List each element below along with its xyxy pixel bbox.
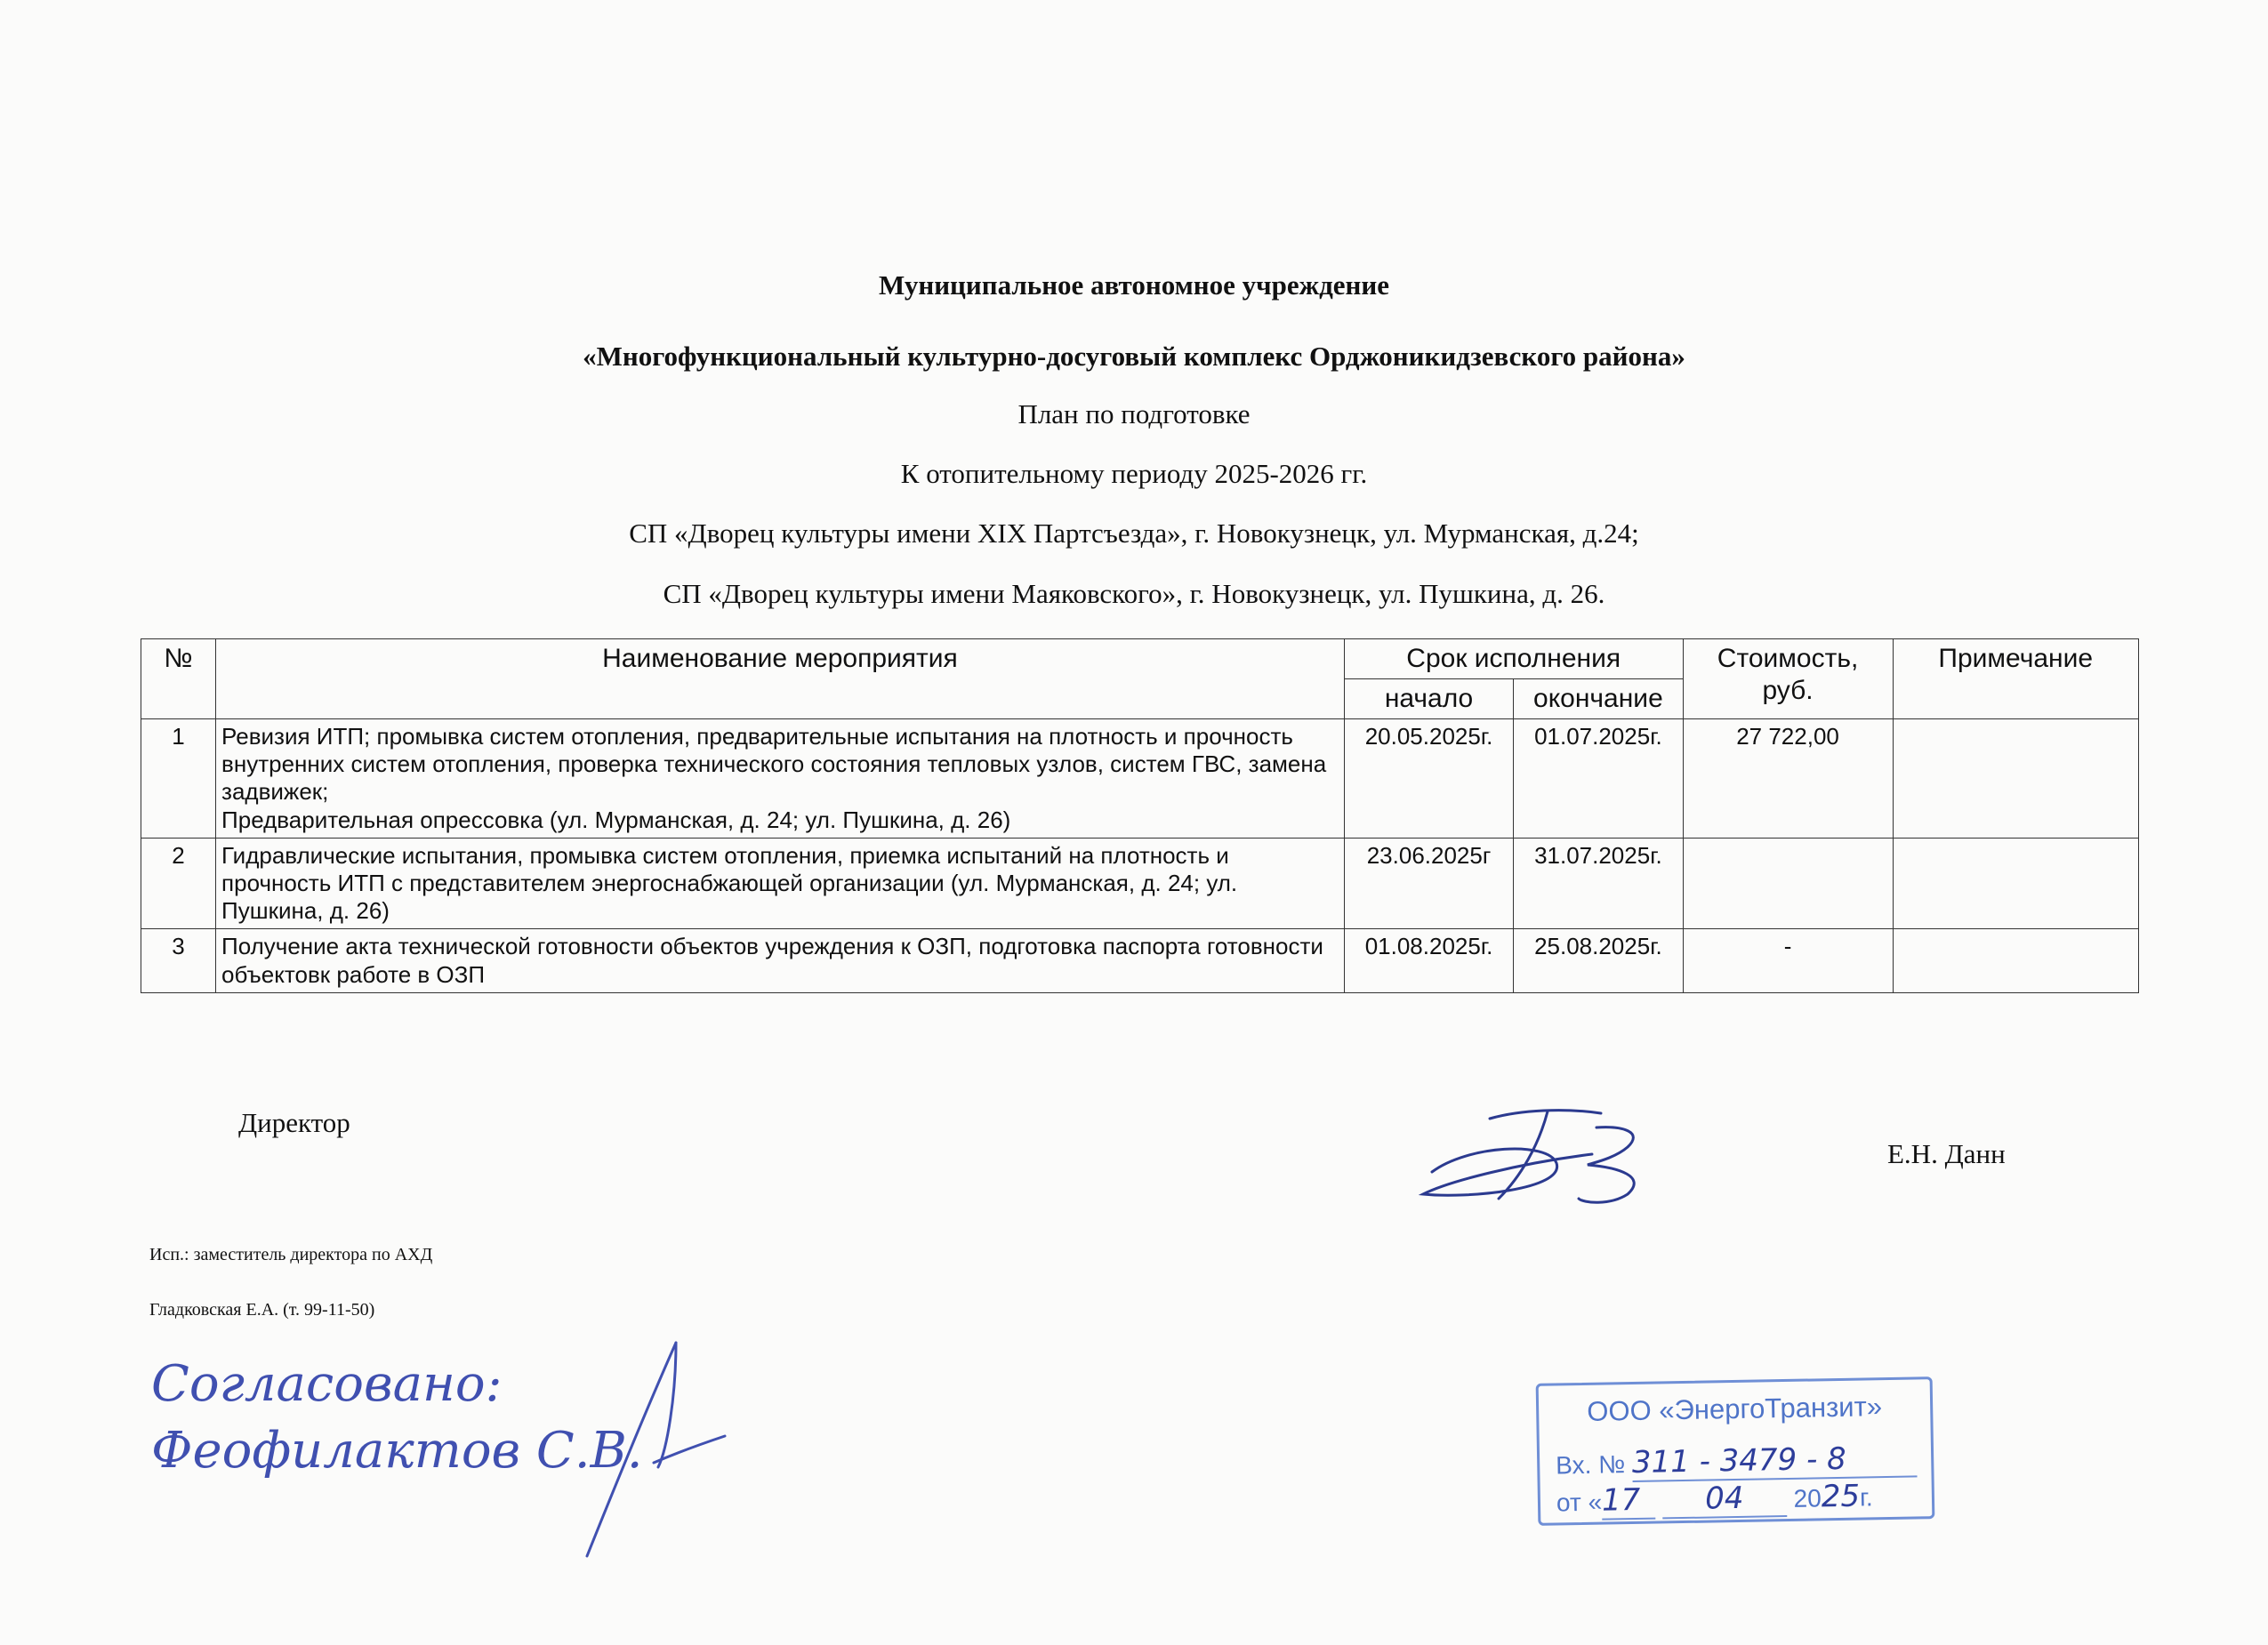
site-2: СП «Дворец культуры имени Маяковского», г. Новокузнецк, ул. Пушкина, д. 26. [663, 578, 1605, 609]
header-period: Срок исполнения [1344, 639, 1683, 679]
approval-text: Согласовано: [151, 1355, 503, 1413]
row-name: Гидравлические испытания, промывка систем отопления, приемка испытаний на плотность и прочность ИТП с представителем энергоснабжающей организации (ул. Мурманская, д. 24; ул. Пушкина, д. 26) [216, 838, 1345, 929]
table-row [141, 929, 2139, 992]
row-num: 3 [141, 929, 216, 992]
org-type: Муниципальное автономное учреждение [878, 269, 1389, 301]
director-title: Директор [238, 1107, 350, 1138]
approver-name: Феофилактов С.В. [151, 1422, 643, 1480]
row-start: 20.05.2025г. [1344, 719, 1513, 839]
stamp-day: 17 [1602, 1482, 1656, 1521]
stamp-from-label: от « [1556, 1488, 1603, 1517]
table-row [141, 719, 2139, 839]
stamp-month: 04 [1662, 1480, 1788, 1519]
site-1: СП «Дворец культуры имени XIX Партсъезда», г. Новокузнецк, ул. Мурманская, д.24; [629, 518, 1639, 549]
executor-name: Гладковская Е.А. (т. 99-11-50) [149, 1300, 375, 1320]
row-start: 23.06.2025г [1344, 838, 1513, 929]
row-cost: 27 722,00 [1683, 719, 1893, 839]
row-end: 01.07.2025г. [1514, 719, 1683, 839]
header-start: начало [1344, 679, 1513, 719]
table-row [141, 838, 2139, 929]
header-num: № [141, 639, 216, 719]
row-cost: - [1683, 929, 1893, 992]
doc-period: К отопительному периоду 2025-2026 гг. [900, 458, 1368, 489]
org-name: «Многофункциональный культурно-досуговый комплекс Орджоникидзевского района» [583, 341, 1685, 372]
director-name: Е.Н. Данн [1887, 1138, 2006, 1169]
plan-table [141, 638, 2139, 993]
director-signature [1414, 1092, 1734, 1216]
stamp-year-prefix: 20 [1793, 1484, 1822, 1513]
row-end: 25.08.2025г. [1514, 929, 1683, 992]
stamp-date-row [1556, 1478, 1873, 1521]
row-num: 2 [141, 838, 216, 929]
registration-stamp [1536, 1376, 1935, 1526]
header-end: окончание [1514, 679, 1683, 719]
row-cost [1683, 838, 1893, 929]
row-note [1893, 929, 2138, 992]
row-num: 1 [141, 719, 216, 839]
row-name-text-2: Предварительная опрессовка (ул. Мурманская, д. 24; ул. Пушкина, д. 26) [221, 806, 1011, 833]
executor-position: Исп.: заместитель директора по АХД [149, 1245, 433, 1264]
header-note: Примечание [1893, 639, 2138, 719]
row-start: 01.08.2025г. [1344, 929, 1513, 992]
stamp-org: ООО «ЭнергоТранзит» [1587, 1391, 1883, 1427]
row-name-text: Ревизия ИТП; промывка систем отопления, предварительные испытания на плотность и прочность внутренних систем отопления, проверка технического состояния тепловых узлов, систем ГВС, замена задвижек; [221, 723, 1327, 806]
header-cost: Стоимость, руб. [1683, 639, 1893, 719]
doc-title: План по подготовке [1017, 398, 1251, 429]
approval-handwritten [142, 1316, 818, 1574]
stamp-in-label: Вх. № [1555, 1450, 1626, 1480]
stamp-year-end: г. [1859, 1483, 1873, 1512]
stamp-in-number: 311 - 3479 - 8 [1632, 1440, 1918, 1482]
header-name: Наименование мероприятия [216, 639, 1345, 719]
stamp-year-suffix: 25 [1821, 1478, 1861, 1515]
row-note [1893, 838, 2138, 929]
row-note [1893, 719, 2138, 839]
row-name [216, 719, 1345, 839]
row-name: Получение акта технической готовности объектов учреждения к ОЗП, подготовка паспорта готовности объектовк работе в ОЗП [216, 929, 1345, 992]
row-end: 31.07.2025г. [1514, 838, 1683, 929]
stamp-in-number-row [1556, 1440, 1917, 1483]
